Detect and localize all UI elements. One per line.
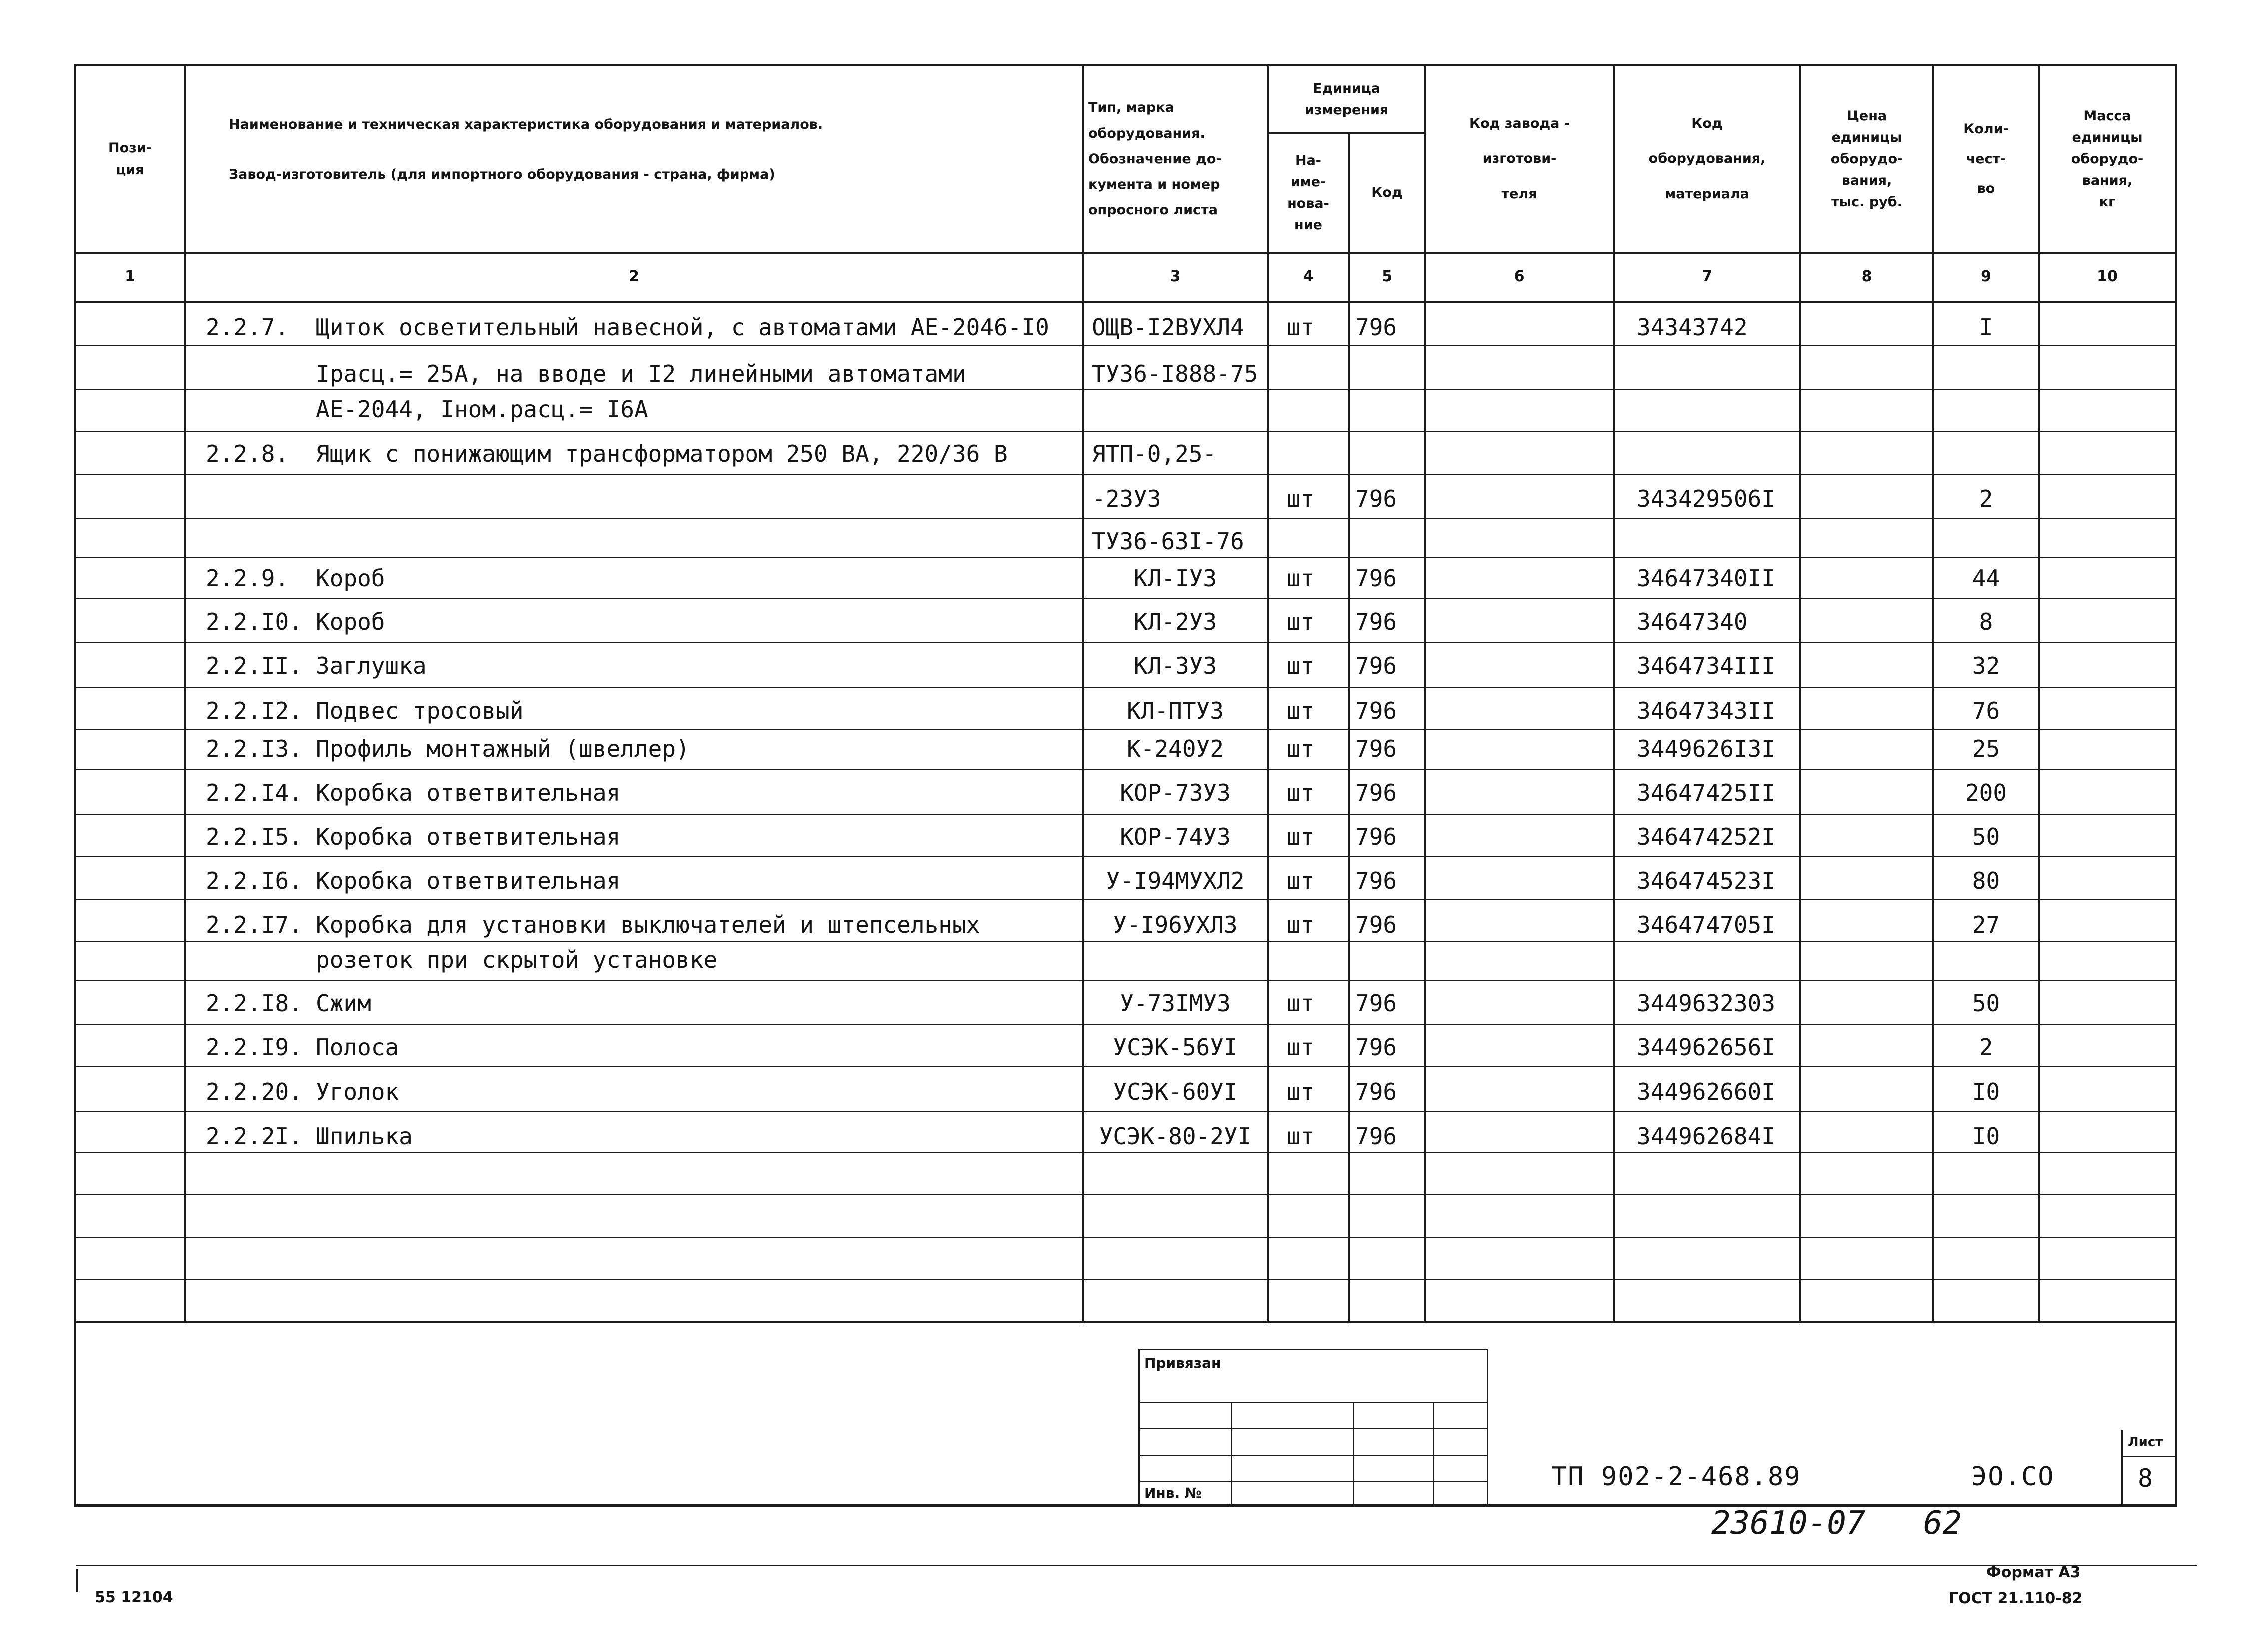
cell-name: Короб	[316, 608, 385, 635]
cell-position: 2.2.I9.	[206, 1034, 303, 1061]
column-number: 10	[2097, 268, 2118, 285]
cell-unit: шт	[1287, 911, 1315, 938]
table-row	[0, 825, 2242, 850]
cell-unit-code: 796	[1355, 911, 1397, 938]
cell-type: ОЩВ-I2ВУХЛ4	[1092, 314, 1244, 341]
header-price: Цена единицы оборудо- вания, тыс. руб.	[1830, 108, 1903, 210]
cell-unit: шт	[1287, 652, 1315, 679]
cell-name: Полоса	[316, 1034, 399, 1061]
cell-position: 2.2.I4.	[206, 779, 303, 806]
cell-type: ЯТП-0,25-	[1092, 440, 1217, 467]
cell-unit: шт	[1287, 608, 1315, 635]
column-number: 4	[1303, 268, 1314, 285]
cell-unit-code: 796	[1355, 1123, 1397, 1150]
header-type: Тип, марка оборудования. Обозначение до- кумента и номер опросного листа	[1088, 100, 1222, 218]
cell-type: У-73IМУ3	[1120, 990, 1231, 1017]
cell-unit: шт	[1287, 990, 1315, 1017]
cell-name: Подвес тросовый	[316, 697, 524, 724]
cell-unit-code: 796	[1355, 1078, 1397, 1105]
cell-position: 2.2.I5.	[206, 823, 303, 850]
cell-equipment-code: 34647343II	[1637, 697, 1775, 724]
cell-unit: шт	[1287, 314, 1315, 341]
cell-equipment-code: 34647340II	[1637, 565, 1775, 592]
cell-unit: шт	[1287, 867, 1315, 894]
cell-equipment-code: 3464734III	[1637, 652, 1775, 679]
cell-quantity: 25	[1972, 735, 2000, 762]
table-row	[0, 442, 2242, 467]
cell-name: Коробка ответвительная	[316, 779, 621, 806]
table-row	[0, 362, 2242, 387]
cell-quantity: 80	[1972, 867, 2000, 894]
table-row	[0, 1125, 2242, 1150]
table-row	[0, 1036, 2242, 1061]
column-number: 1	[125, 268, 135, 285]
cell-name: Профиль монтажный (швеллер)	[316, 735, 690, 762]
cell-equipment-code: 346474523I	[1637, 867, 1775, 894]
header-equipment-code: Код оборудования, материала	[1648, 116, 1766, 202]
table-row	[0, 1080, 2242, 1105]
cell-type: КОР-73У3	[1120, 779, 1231, 806]
cell-unit-code: 796	[1355, 565, 1397, 592]
table-row	[0, 654, 2242, 679]
cell-position: 2.2.I0.	[206, 608, 303, 635]
cell-unit-code: 796	[1355, 652, 1397, 679]
cell-quantity: 50	[1972, 823, 2000, 850]
cell-type: УСЭК-60УI	[1113, 1078, 1238, 1105]
table-row	[0, 869, 2242, 894]
cell-unit-code: 796	[1355, 697, 1397, 724]
section-code: ЭО.СО	[1971, 1462, 2055, 1492]
cell-equipment-code: 344962684I	[1637, 1123, 1775, 1150]
cell-quantity: 8	[1979, 608, 1993, 635]
cell-name: Iрасц.= 25А, на вводе и I2 линейными автоматами	[316, 360, 966, 387]
cell-name: АЕ-2044, Iном.расц.= I6А	[316, 396, 648, 423]
cell-name: Уголок	[316, 1078, 399, 1105]
header-position: Пози- ция	[108, 140, 152, 178]
column-number: 2	[629, 268, 639, 285]
cell-name: Коробка для установки выключателей и штепсельных	[316, 911, 980, 938]
cell-position: 2.2.I3.	[206, 735, 303, 762]
column-number: 9	[1981, 268, 1991, 285]
cell-type: К-240У2	[1127, 735, 1224, 762]
cell-unit-code: 796	[1355, 1034, 1397, 1061]
column-number: 7	[1702, 268, 1712, 285]
cell-quantity: 44	[1972, 565, 2000, 592]
cell-quantity: I0	[1972, 1123, 2000, 1150]
cell-position: 2.2.7.	[206, 314, 289, 341]
table-row	[0, 487, 2242, 512]
cell-equipment-code: 346474705I	[1637, 911, 1775, 938]
cell-name: Сжим	[316, 990, 371, 1017]
table-row	[0, 781, 2242, 806]
archive-code: 55 12104	[95, 1589, 173, 1606]
cell-unit: шт	[1287, 697, 1315, 724]
cell-unit-code: 796	[1355, 779, 1397, 806]
cell-position: 2.2.I8.	[206, 990, 303, 1017]
table-row	[0, 610, 2242, 635]
cell-unit: шт	[1287, 485, 1315, 512]
cell-type: ТУ36-63I-76	[1092, 528, 1244, 554]
cell-equipment-code: 3449626I3I	[1637, 735, 1775, 762]
cell-position: 2.2.I2.	[206, 697, 303, 724]
cell-equipment-code: 34647425II	[1637, 779, 1775, 806]
cell-unit: шт	[1287, 1034, 1315, 1061]
cell-type: КЛ-ПТУ3	[1127, 697, 1224, 724]
cell-position: 2.2.I7.	[206, 911, 303, 938]
cell-position: 2.2.20.	[206, 1078, 303, 1105]
cell-type: КЛ-2У3	[1133, 608, 1217, 635]
cell-name: Щиток осветительный навесной, с автоматами АЕ-2046-I0	[316, 314, 1049, 341]
column-number: 5	[1382, 268, 1392, 285]
cell-name: Коробка ответвительная	[316, 867, 621, 894]
cell-quantity: 27	[1972, 911, 2000, 938]
cell-type: УСЭК-56УI	[1113, 1034, 1238, 1061]
cell-name: Ящик с понижающим трансформатором 250 ВА, 220/36 В	[316, 440, 1008, 467]
sheet-label: Лист	[2128, 1435, 2163, 1450]
cell-unit-code: 796	[1355, 314, 1397, 341]
document-code: ТП 902-2-468.89	[1551, 1462, 1801, 1492]
table-row	[0, 567, 2242, 592]
table-row	[0, 316, 2242, 341]
cell-unit-code: 796	[1355, 823, 1397, 850]
cell-type: КЛ-3У3	[1133, 652, 1217, 679]
cell-position: 2.2.8.	[206, 440, 289, 467]
cell-equipment-code: 346474252I	[1637, 823, 1775, 850]
cell-position: 2.2.2I.	[206, 1123, 303, 1150]
gost-label: ГОСТ 21.110-82	[1949, 1590, 2083, 1607]
cell-unit: шт	[1287, 1078, 1315, 1105]
header-plant-code: Код завода - изготови- теля	[1469, 116, 1570, 202]
table-row	[0, 737, 2242, 762]
cell-unit: шт	[1287, 1123, 1315, 1150]
cell-name: Короб	[316, 565, 385, 592]
cell-unit-code: 796	[1355, 990, 1397, 1017]
cell-equipment-code: 344962660I	[1637, 1078, 1775, 1105]
table-row	[0, 530, 2242, 554]
header-name: Наименование и техническая характеристика оборудования и материалов.	[229, 117, 823, 133]
cell-unit-code: 796	[1355, 867, 1397, 894]
cell-equipment-code: 34343742	[1637, 314, 1748, 341]
handwritten-number: 23610-07 62	[1711, 1505, 1962, 1542]
table-row	[0, 699, 2242, 724]
cell-type: КОР-74У3	[1120, 823, 1231, 850]
cell-equipment-code: 34647340	[1637, 608, 1748, 635]
header-unit-group: Единица измерения	[1304, 80, 1389, 118]
cell-name: розеток при скрытой установке	[316, 946, 718, 973]
cell-equipment-code: 344962656I	[1637, 1034, 1775, 1061]
cell-equipment-code: 3449632303	[1637, 990, 1775, 1017]
cell-unit-code: 796	[1355, 485, 1397, 512]
cell-name: Коробка ответвительная	[316, 823, 621, 850]
cell-type: У-I96УХЛ3	[1113, 911, 1238, 938]
header-quantity: Коли- чест- во	[1963, 121, 2009, 197]
cell-position: 2.2.9.	[206, 565, 289, 592]
inv-no-label: Инв. №	[1144, 1485, 1202, 1501]
cell-quantity: 76	[1972, 697, 2000, 724]
sheet-number: 8	[2138, 1464, 2153, 1493]
column-number: 8	[1861, 268, 1872, 285]
cell-unit-code: 796	[1355, 608, 1397, 635]
cell-quantity: 2	[1979, 485, 1993, 512]
cell-unit: шт	[1287, 823, 1315, 850]
header-manufacturer: Завод-изготовитель (для импортного оборудования - страна, фирма)	[229, 167, 775, 183]
cell-unit: шт	[1287, 779, 1315, 806]
privyazan-label: Привязан	[1144, 1355, 1221, 1371]
cell-unit-code: 796	[1355, 735, 1397, 762]
cell-type: УСЭК-80-2УI	[1099, 1123, 1252, 1150]
column-number: 6	[1514, 268, 1525, 285]
cell-type: У-I94МУХЛ2	[1106, 867, 1245, 894]
cell-quantity: 200	[1965, 779, 2007, 806]
cell-unit: шт	[1287, 565, 1315, 592]
cell-type: КЛ-IУ3	[1133, 565, 1217, 592]
table-row	[0, 398, 2242, 423]
cell-name: Шпилька	[316, 1123, 413, 1150]
cell-name: Заглушка	[316, 652, 427, 679]
table-row	[0, 948, 2242, 973]
cell-position: 2.2.II.	[206, 652, 303, 679]
cell-quantity: I	[1979, 314, 1993, 341]
cell-quantity: 50	[1972, 990, 2000, 1017]
cell-position: 2.2.I6.	[206, 867, 303, 894]
cell-equipment-code: 343429506I	[1637, 485, 1775, 512]
cell-quantity: I0	[1972, 1078, 2000, 1105]
table-row	[0, 992, 2242, 1017]
table-row	[0, 913, 2242, 938]
cell-type: -23У3	[1092, 485, 1161, 512]
format-label: Формат А3	[1986, 1564, 2081, 1581]
cell-unit: шт	[1287, 735, 1315, 762]
header-unit-code: Код	[1371, 185, 1403, 201]
header-mass: Масса единицы оборудо- вания, кг	[2071, 108, 2144, 210]
cell-quantity: 32	[1972, 652, 2000, 679]
cell-quantity: 2	[1979, 1034, 1993, 1061]
cell-type: ТУ36-I888-75	[1092, 360, 1258, 387]
column-number: 3	[1170, 268, 1181, 285]
header-unit-name: На- име- нова- ние	[1287, 152, 1329, 233]
